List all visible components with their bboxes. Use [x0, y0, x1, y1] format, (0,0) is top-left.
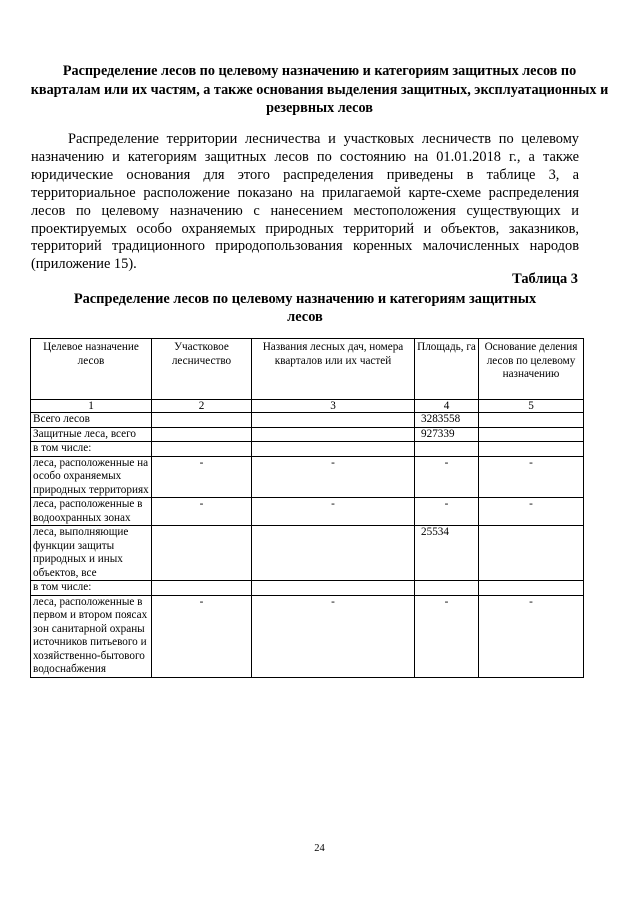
cell-area: - — [415, 456, 479, 498]
column-number: 3 — [252, 400, 415, 413]
cell-basis — [479, 581, 584, 596]
cell-names — [252, 413, 415, 428]
table-title: Распределение лесов по целевому назначению и категориям защитных лесов — [73, 291, 537, 325]
cell-area — [415, 581, 479, 596]
cell-purpose: в том числе: — [31, 581, 152, 596]
cell-purpose: леса, выполняющие функции защиты природных и иных объектов, все — [31, 526, 152, 581]
cell-purpose: Защитные леса, всего — [31, 427, 152, 442]
column-number: 4 — [415, 400, 479, 413]
cell-district: - — [152, 595, 252, 677]
cell-district — [152, 442, 252, 457]
cell-names — [252, 427, 415, 442]
table-row — [31, 442, 584, 457]
header-district: Участковое лесничество — [152, 339, 252, 400]
cell-basis — [479, 427, 584, 442]
cell-area: - — [415, 595, 479, 677]
table-row — [31, 526, 584, 581]
cell-purpose: леса, расположенные в водоохранных зонах — [31, 498, 152, 526]
section-heading: Распределение лесов по целевому назначению и категориям защитных лесов по кварталам или их частям, а также основания выделения защитных, эксплуатационных и резервных лесов — [30, 63, 609, 116]
header-area: Площадь, га — [415, 339, 479, 400]
cell-purpose: Всего лесов — [31, 413, 152, 428]
cell-area: - — [415, 498, 479, 526]
cell-basis — [479, 526, 584, 581]
table-row — [31, 456, 584, 498]
table-number: Таблица 3 — [512, 271, 578, 287]
column-number: 5 — [479, 400, 584, 413]
cell-area: 927339 — [415, 427, 479, 442]
forest-distribution-table — [30, 338, 584, 678]
cell-basis — [479, 442, 584, 457]
table-column-numbers-row — [31, 400, 584, 413]
table-row — [31, 498, 584, 526]
cell-district — [152, 427, 252, 442]
cell-area: 25534 — [415, 526, 479, 581]
cell-area: 3283558 — [415, 413, 479, 428]
body-paragraph: Распределение территории лесничества и участковых лесничеств по целевому назначению и категориям защитных лесов по состоянию на 01.01.2018 г., а также юридические основания для этого распределения приведены в таблице 3, а территориальное расположение показано на прилагаемой карте-схеме распределения лесов по целевому назначению с нанесением местоположения существующих и проектируемых особо охраняемых природных территорий и объектов, заказников, территорий традиционного природопользования коренных малочисленных народов (приложение 15). — [31, 131, 579, 273]
cell-district — [152, 413, 252, 428]
table-row — [31, 413, 584, 428]
cell-purpose: леса, расположенные на особо охраняемых природных территориях — [31, 456, 152, 498]
cell-names — [252, 526, 415, 581]
table-row — [31, 581, 584, 596]
cell-names — [252, 581, 415, 596]
table-row — [31, 427, 584, 442]
page-number: 24 — [314, 843, 325, 854]
cell-district — [152, 581, 252, 596]
cell-purpose: леса, расположенные в первом и втором поясах зон санитарной охраны источников питьевого и хозяйственно-бытового водоснабжения — [31, 595, 152, 677]
cell-district: - — [152, 498, 252, 526]
cell-district: - — [152, 456, 252, 498]
column-number: 1 — [31, 400, 152, 413]
cell-basis — [479, 413, 584, 428]
cell-names: - — [252, 456, 415, 498]
cell-district — [152, 526, 252, 581]
table-row — [31, 595, 584, 677]
header-names: Названия лесных дач, номера кварталов или их частей — [252, 339, 415, 400]
table-header-row — [31, 339, 584, 400]
cell-basis: - — [479, 498, 584, 526]
header-basis: Основание деления лесов по целевому назначению — [479, 339, 584, 400]
cell-names: - — [252, 595, 415, 677]
column-number: 2 — [152, 400, 252, 413]
cell-area — [415, 442, 479, 457]
cell-basis: - — [479, 456, 584, 498]
cell-names — [252, 442, 415, 457]
cell-names: - — [252, 498, 415, 526]
cell-purpose: в том числе: — [31, 442, 152, 457]
cell-basis: - — [479, 595, 584, 677]
header-purpose: Целевое назначение лесов — [31, 339, 152, 400]
